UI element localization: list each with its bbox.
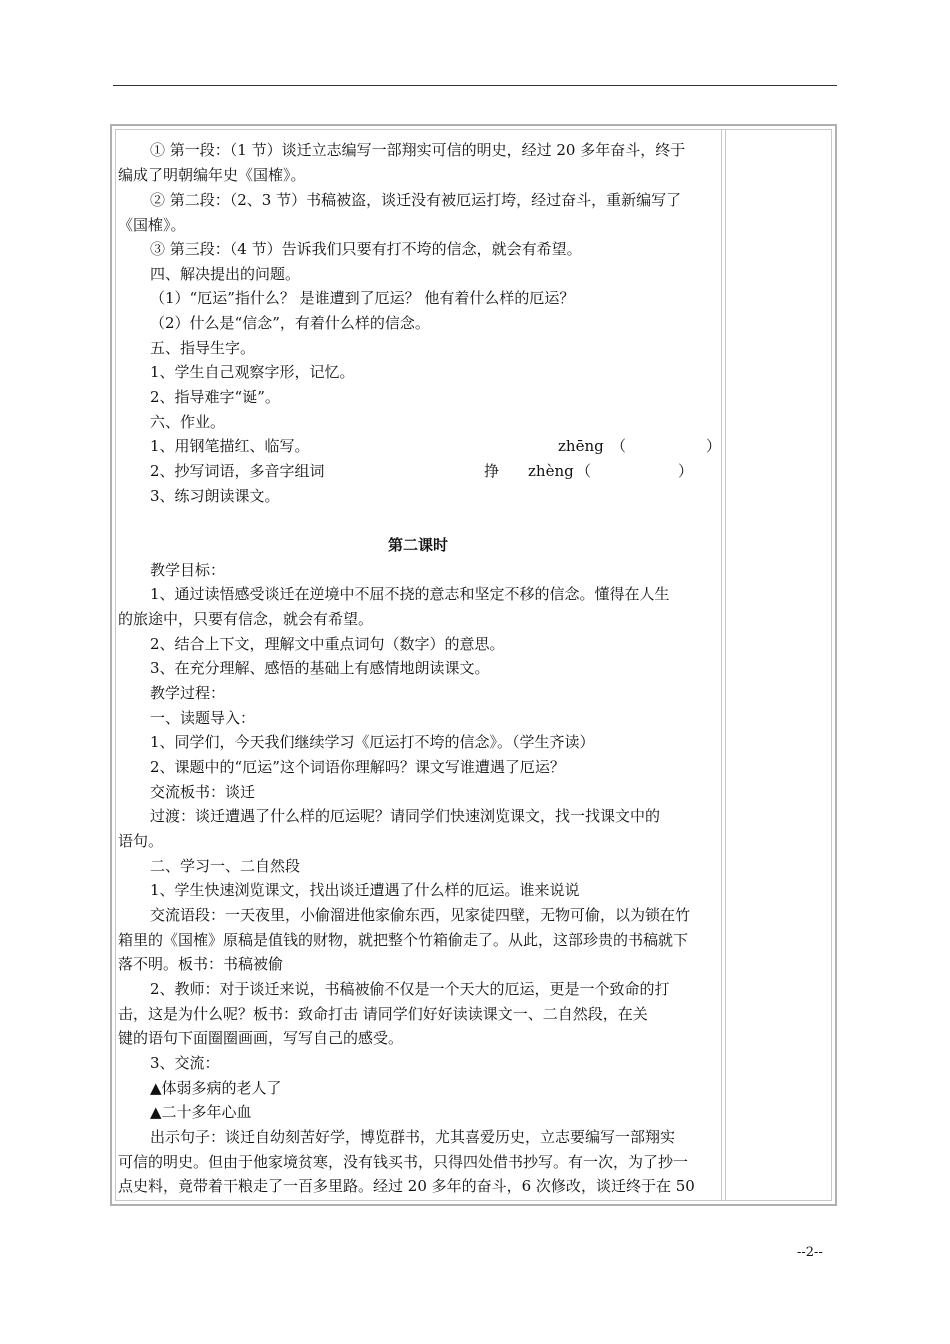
text-line: 1、同学们，今天我们继续学习《厄运打不垮的信念》。（学生齐读） bbox=[150, 733, 595, 751]
text-line: 教学过程： bbox=[150, 684, 226, 702]
header-rule bbox=[113, 85, 837, 86]
text-line: ② 第二段：（2、3 节）书稿被盗，谈迁没有被厄运打垮，经过奋斗，重新编写了 bbox=[150, 191, 682, 209]
text-line: 过渡：谈迁遭遇了什么样的厄运呢？请同学们快速浏览课文，找一找课文中的 bbox=[150, 807, 661, 825]
table-frame bbox=[110, 124, 837, 1206]
text-line: 3、在充分理解、感悟的基础上有感情地朗读课文。 bbox=[150, 659, 490, 677]
text-span: 1、用钢笔描红、临写。 bbox=[150, 437, 310, 455]
text-line: 五、指导生字。 bbox=[150, 339, 256, 357]
text-line: ▲二十多年心血 bbox=[150, 1103, 252, 1121]
text-line: 1、学生自己观察字形，记忆。 bbox=[150, 363, 355, 381]
text-line: 编成了明朝编年史《国榷》。 bbox=[118, 166, 306, 184]
text-line: （2）什么是“信念”，有着什么样的信念。 bbox=[150, 314, 430, 332]
text-line: 一、读题导入： bbox=[150, 709, 256, 727]
text-line: 2、课题中的“厄运”这个词语你理解吗？课文写谁遭遇了厄运？ bbox=[150, 758, 565, 776]
text-line: 击，这是为什么呢？板书：致命打击 请同学们好好读读课文一、二自然段，在关 bbox=[118, 1005, 648, 1023]
text-line: 键的语句下面圈圈画画，写写自己的感受。 bbox=[118, 1029, 404, 1047]
blank-open: （ bbox=[611, 437, 627, 455]
text-line: ① 第一段：（1 节）谈迁立志编写一部翔实可信的明史，经过 20 多年奋斗，终于 bbox=[150, 141, 686, 159]
pinyin-zheng1: zhēng bbox=[558, 437, 604, 455]
text-line: 可信的明史。但由于他家境贫寒，没有钱买书，只得四处借书抄写。有一次，为了抄一 bbox=[118, 1153, 689, 1171]
text-line: 教学目标： bbox=[150, 561, 226, 579]
column-divider bbox=[725, 130, 726, 1200]
text-line: 1、通过读悟感受谈迁在逆境中不屈不挠的意志和坚定不移的信念。懂得在人生 bbox=[150, 585, 670, 603]
polyphone-char: 挣 bbox=[484, 462, 500, 480]
text-line: ▲体弱多病的老人了 bbox=[150, 1079, 282, 1097]
section-title: 第二课时 bbox=[387, 536, 448, 554]
text-line: 交流语段：一天夜里，小偷溜进他家偷东西，见家徒四壁，无物可偷，以为锁在竹 bbox=[150, 906, 691, 924]
page-number: --2-- bbox=[797, 1245, 823, 1260]
text-line: ③ 第三段：（4 节）告诉我们只要有打不垮的信念，就会有希望。 bbox=[150, 240, 582, 258]
text-line: 落不明。板书：书稿被偷 bbox=[118, 955, 284, 973]
text-line: 箱里的《国榷》原稿是值钱的财物，就把整个竹箱偷走了。从此，这部珍贵的书稿就下 bbox=[118, 931, 689, 949]
table-inner-border bbox=[115, 129, 832, 1201]
text-line: 交流板书：谈迁 bbox=[150, 783, 256, 801]
text-span: 2、抄写词语，多音字组词 bbox=[150, 462, 325, 480]
text-line: 2、结合上下文，理解文中重点词句（数字）的意思。 bbox=[150, 635, 505, 653]
homework-line-1 bbox=[118, 434, 722, 458]
text-line: 语句。 bbox=[118, 832, 164, 850]
text-line: 出示句子：谈迁自幼刻苦好学，博览群书，尤其喜爱历史，立志要编写一部翔实 bbox=[150, 1128, 676, 1146]
text-line: 二、学习一、二自然段 bbox=[150, 857, 301, 875]
text-line: 《国榷》。 bbox=[118, 216, 186, 234]
text-line: 2、教师：对于谈迁来说，书稿被偷不仅是一个天大的厄运，更是一个致命的打 bbox=[150, 980, 670, 998]
text-line: 1、学生快速浏览课文，找出谈迁遭遇了什么样的厄运。谁来说说 bbox=[150, 881, 580, 899]
blank-close: ） bbox=[678, 462, 694, 480]
text-line: 点史料，竟带着干粮走了一百多里路。经过 20 多年的奋斗，6 次修改，谈迁终于在 50 bbox=[118, 1177, 695, 1195]
text-line: 六、作业。 bbox=[150, 413, 226, 431]
pinyin-zheng2: zhèng bbox=[528, 462, 574, 480]
text-line: 3、练习朗读课文。 bbox=[150, 487, 280, 505]
text-line: （1）“厄运”指什么？ 是谁遭到了厄运？ 他有着什么样的厄运？ bbox=[150, 289, 575, 307]
homework-line-2 bbox=[118, 459, 718, 483]
blank-open: （ bbox=[576, 462, 592, 480]
text-line: 的旅途中，只要有信念，就会有希望。 bbox=[118, 610, 374, 628]
text-line: 四、解决提出的问题。 bbox=[150, 265, 301, 283]
text-line: 2、指导难字“诞”。 bbox=[150, 388, 280, 406]
column-divider bbox=[721, 130, 722, 1200]
text-line: 3、交流： bbox=[150, 1054, 220, 1072]
blank-close: ） bbox=[706, 437, 722, 455]
